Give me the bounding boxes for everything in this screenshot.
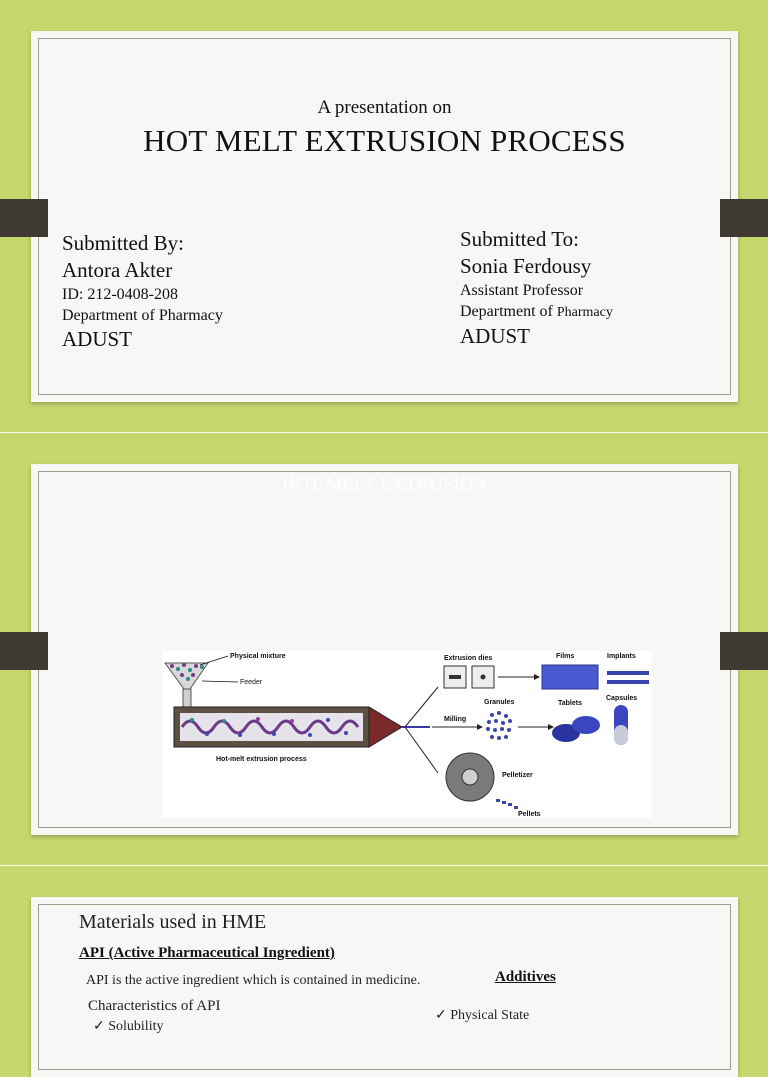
- submitter-department: [62, 305, 223, 326]
- label-capsules: Capsules: [606, 695, 638, 702]
- slide-separator: [0, 432, 768, 433]
- pointer-physical-mixture: [200, 656, 228, 665]
- recipient-role: Assistant Professor: [460, 282, 584, 299]
- slide-3: [31, 897, 738, 1077]
- hme-process-diagram: [162, 651, 652, 818]
- tablet-2: [572, 716, 600, 734]
- recipient-org: ADUST: [460, 324, 531, 348]
- characteristics-heading: Characteristics of API: [88, 998, 221, 1014]
- submitted-by-block: [62, 230, 223, 352]
- implant-rod-2: [607, 680, 649, 684]
- films-sheet: [542, 665, 598, 689]
- physical-state-label: Physical State: [450, 1008, 530, 1023]
- label-films: Films: [556, 653, 575, 660]
- label-feeder: Feeder: [240, 679, 263, 686]
- check-icon: ✓: [93, 1019, 109, 1034]
- solubility-label: Solubility: [108, 1019, 164, 1034]
- submitted-by-heading: Submitted By:: [62, 231, 184, 255]
- submitter-org: ADUST: [62, 327, 133, 351]
- die-slot-opening: [449, 675, 461, 679]
- label-implants: Implants: [607, 653, 636, 660]
- slide-1: [31, 31, 738, 402]
- check-icon: ✓: [435, 1008, 451, 1023]
- label-pellets: Pellets: [518, 811, 541, 818]
- arrowhead-granules: [477, 724, 483, 730]
- label-extrusion-dies: Extrusion dies: [444, 655, 493, 662]
- arrow-to-pelletizer: [405, 727, 438, 773]
- additives-heading: Additives: [495, 969, 556, 985]
- arrowhead-films: [534, 674, 540, 680]
- recipient-department: [460, 301, 613, 323]
- slide-2: [31, 464, 738, 835]
- barrel-chamber: [180, 713, 363, 741]
- presentation-subtitle: A presentation on: [317, 97, 452, 118]
- submitter-name: Antora Akter: [62, 258, 173, 282]
- label-milling: Milling: [444, 716, 467, 723]
- pelletizer-hub: [462, 769, 478, 785]
- dept-prefix: Department of: [460, 303, 553, 320]
- physical-state-item: [435, 1007, 529, 1024]
- slide-tab-left: [0, 199, 48, 237]
- slide-separator: [0, 865, 768, 866]
- submitter-id: ID: 212-0408-208: [62, 286, 178, 303]
- capsule-lower: [614, 725, 628, 745]
- dept-prefix: Department of: [62, 307, 155, 324]
- solubility-item: [93, 1018, 163, 1035]
- label-granules: Granules: [484, 699, 515, 706]
- recipient-name: Sonia Ferdousy: [460, 254, 592, 278]
- label-pelletizer: Pelletizer: [502, 772, 533, 779]
- die-round-opening: [481, 675, 486, 680]
- arrowhead-tablets: [548, 724, 554, 730]
- label-physical-mixture: Physical mixture: [230, 653, 286, 660]
- pointer-feeder: [202, 681, 238, 682]
- pellets-trail: [496, 799, 518, 809]
- hme-diagram-svg: [162, 651, 652, 818]
- dept-name: Pharmacy: [158, 307, 223, 324]
- granules-cluster: [486, 711, 512, 740]
- label-tablets: Tablets: [558, 700, 582, 707]
- slide-tab-right: [720, 199, 768, 237]
- slide-tab-left: [0, 632, 48, 670]
- slide-title: Materials used in HME: [79, 911, 267, 933]
- api-heading: API (Active Pharmaceutical Ingredient): [79, 945, 335, 961]
- submitted-to-heading: Submitted To:: [460, 227, 579, 251]
- label-hme-process: Hot-melt extrusion process: [216, 756, 307, 763]
- extrusion-die-cone: [369, 707, 402, 747]
- api-definition: API is the active ingredient which is contained in medicine.: [86, 973, 421, 988]
- arrow-to-dies: [405, 687, 438, 727]
- submitted-to-block: [460, 226, 613, 349]
- feeder-neck: [183, 689, 191, 707]
- implant-rod-1: [607, 671, 649, 675]
- slide-tab-right: [720, 632, 768, 670]
- slide-title: HOT MELT EXTRUSION: [281, 474, 488, 495]
- dept-name: Pharmacy: [556, 305, 613, 320]
- presentation-title: HOT MELT EXTRUSION PROCESS: [143, 123, 626, 158]
